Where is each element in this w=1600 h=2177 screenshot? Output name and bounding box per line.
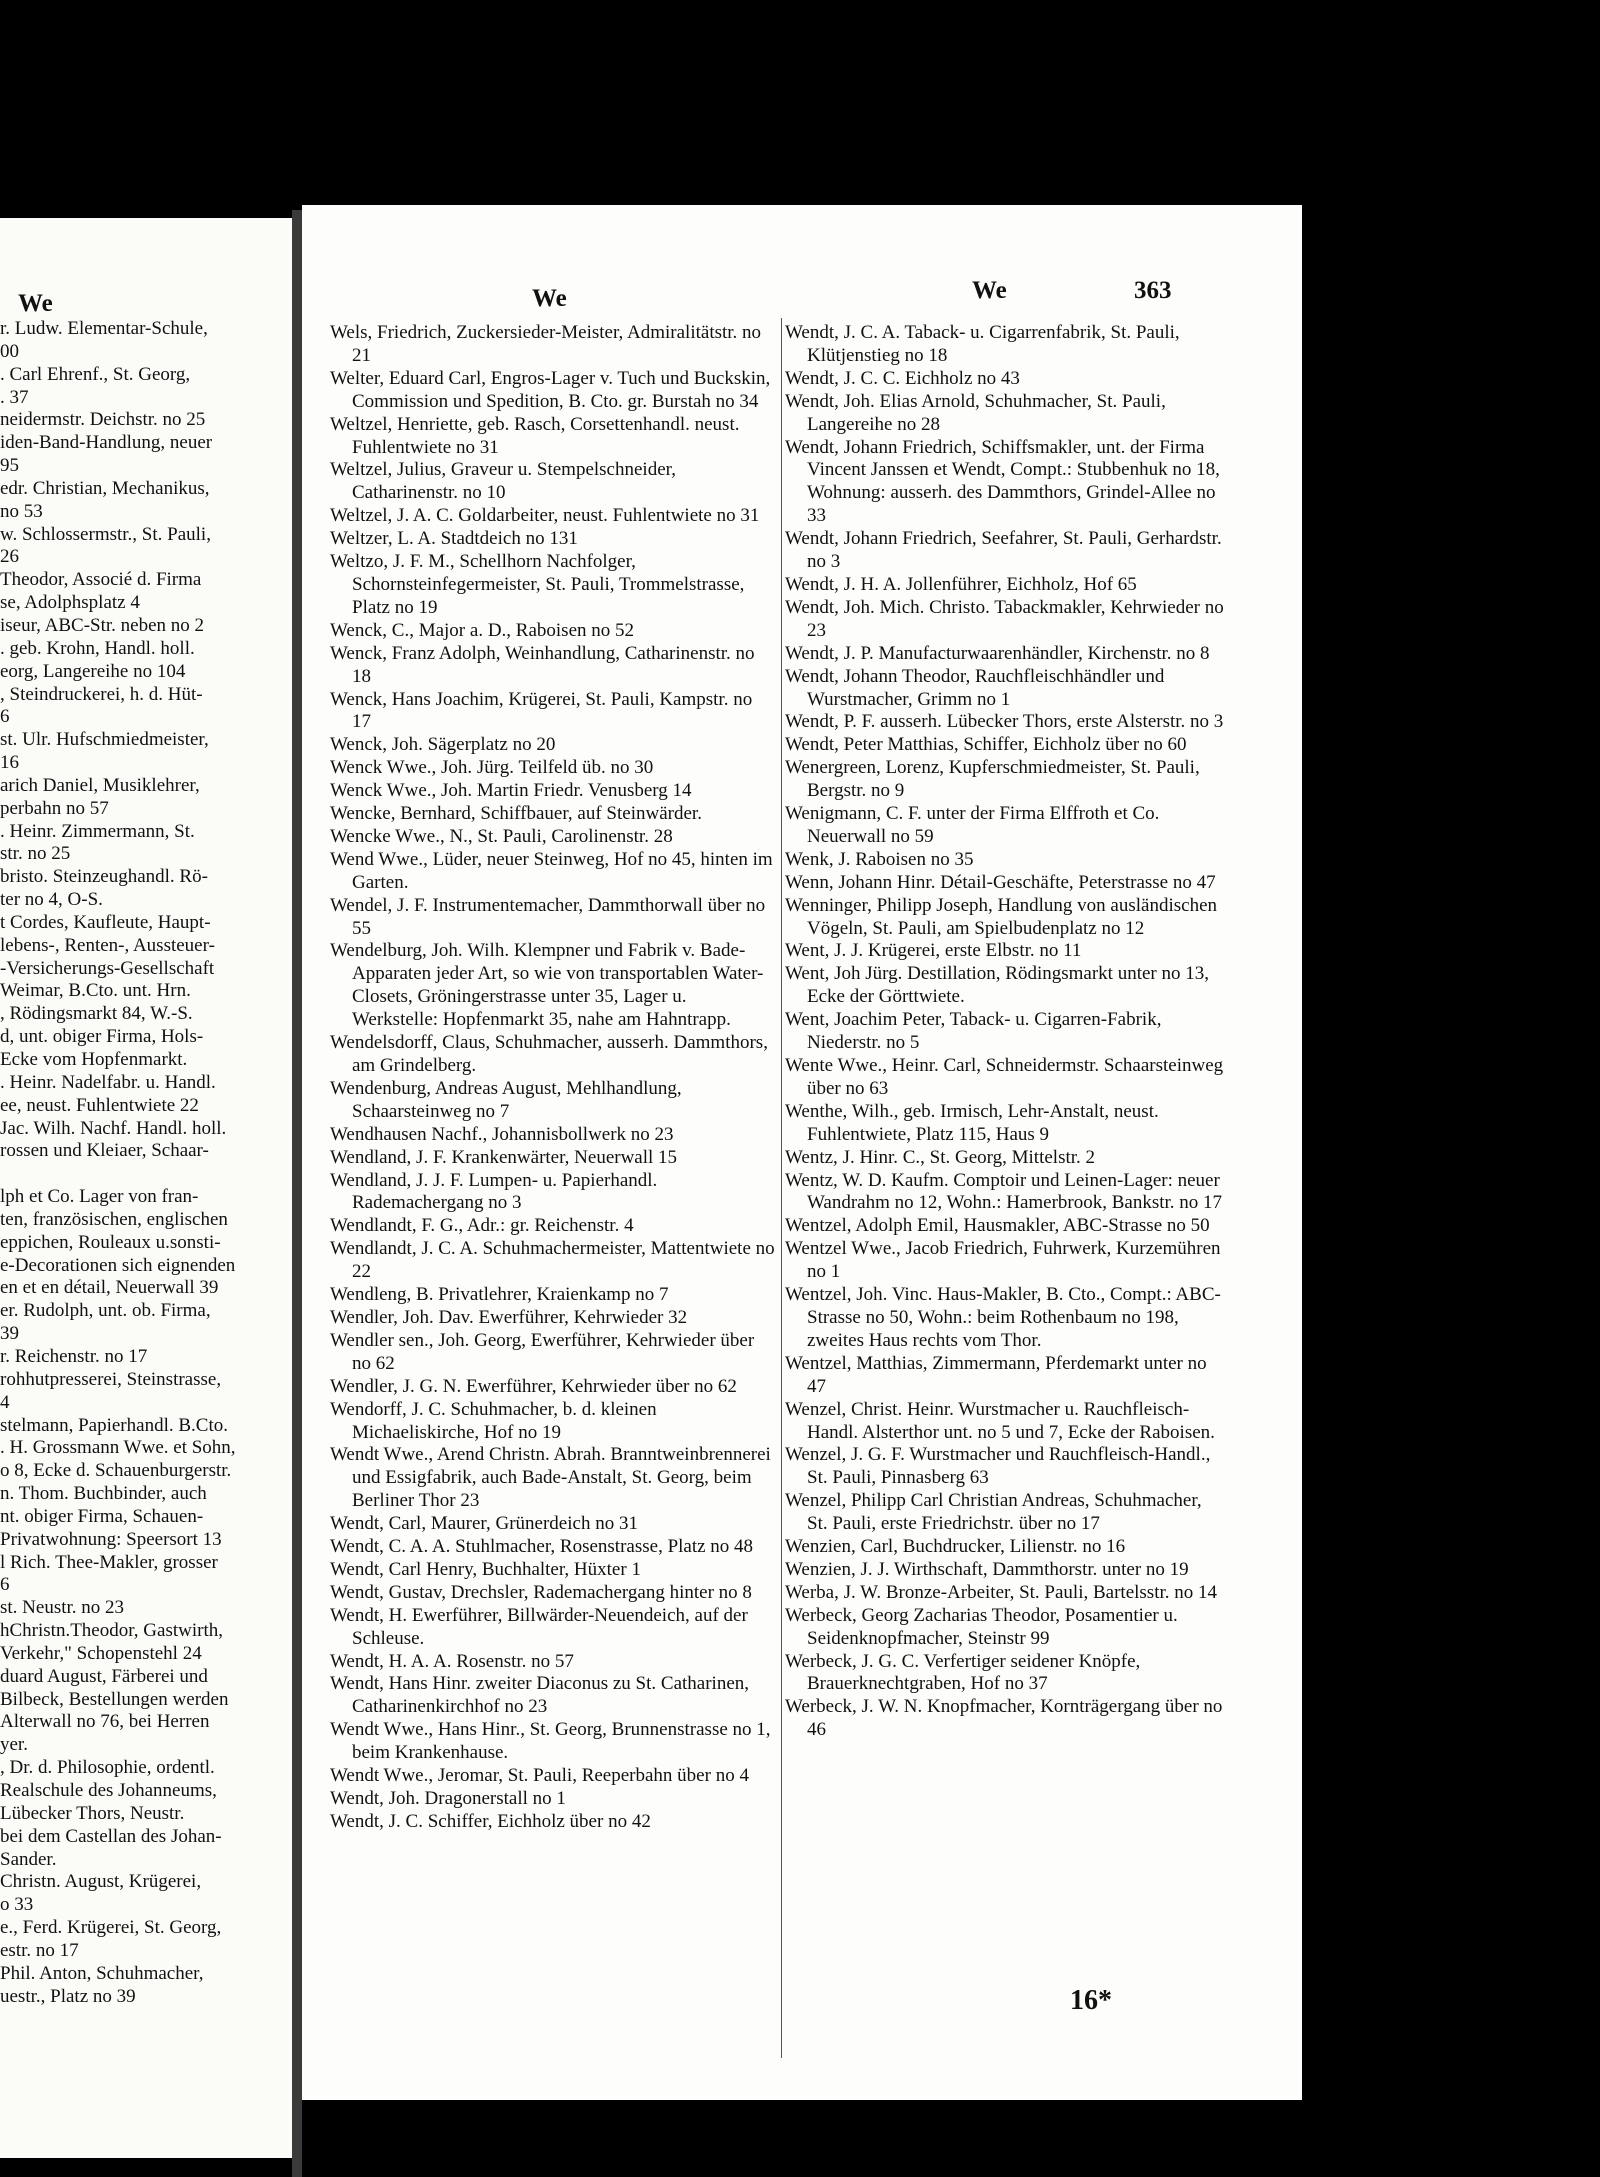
directory-entry: Wendel, J. F. Instrumentemacher, Dammthorwall über no 55: [330, 894, 766, 939]
directory-entry: Wencke Wwe., N., St. Pauli, Carolinenstr. 28: [330, 825, 673, 847]
left-page-line: iden-Band-Handlung, neuer: [0, 432, 213, 454]
left-page-line: . 37: [0, 386, 29, 408]
directory-entry: Wendenburg, Andreas August, Mehlhandlung, Schaarsteinweg no 7: [330, 1077, 682, 1122]
directory-entry: Went, Joachim Peter, Taback- u. Cigarren-Fabrik, Niederstr. no 5: [785, 1009, 1162, 1054]
directory-entry: Wendt, J. C. Schiffer, Eichholz über no 42: [330, 1810, 651, 1832]
directory-entry: Wendlandt, F. G., Adr.: gr. Reichenstr. 4: [330, 1215, 634, 1237]
left-page-line: Alterwall no 76, bei Herren: [0, 1711, 210, 1733]
left-page-line: . Carl Ehrenf., St. Georg,: [0, 363, 191, 385]
left-page-line: perbahn no 57: [0, 797, 109, 819]
directory-entry: Wendt, Hans Hinr. zweiter Diaconus zu St. Catharinen, Catharinenkirchhof no 23: [330, 1673, 750, 1718]
directory-entry: Wendt, J. H. A. Jollenführer, Eichholz, Hof 65: [785, 573, 1137, 595]
directory-entry: Wendt, Joh. Mich. Christo. Tabackmakler, Kehrwieder no 23: [785, 596, 1224, 641]
directory-entry: Wendt, J. P. Manufacturwaarenhändler, Kirchenstr. no 8: [785, 642, 1210, 664]
directory-entry: Wenck Wwe., Joh. Jürg. Teilfeld üb. no 30: [330, 757, 654, 779]
directory-entry: Wenk, J. Raboisen no 35: [785, 848, 974, 870]
left-page-line: 6: [0, 1574, 10, 1596]
left-page-line: eppichen, Rouleaux u.sonsti-: [0, 1231, 221, 1253]
left-page-line: Theodor, Associé d. Firma: [0, 569, 202, 591]
page-number: 363: [1134, 277, 1172, 304]
directory-entry: Wendler, J. G. N. Ewerführer, Kehrwieder über no 62: [330, 1375, 737, 1397]
directory-entry: Wentzel, Matthias, Zimmermann, Pferdemarkt unter no 47: [785, 1352, 1207, 1397]
directory-entry: Welter, Eduard Carl, Engros-Lager v. Tuch und Buckskin, Commission und Spedition, B. Cto. gr. Burstah no 34: [330, 367, 771, 412]
left-page-line: ten, französischen, englischen: [0, 1208, 228, 1230]
directory-entry: Wenck, Joh. Sägerplatz no 20: [330, 734, 556, 756]
directory-entry: Wendelburg, Joh. Wilh. Klempner und Fabrik v. Bade-Apparaten jeder Art, so wie von transportablen Water-Closets, Gröningerstrasse unter 35, Lager u. Werkstelle: Hopfenmarkt 35, nahe am Hahntrapp.: [330, 940, 764, 1031]
directory-entry: Wendt, Carl Henry, Buchhalter, Hüxter 1: [330, 1558, 641, 1580]
directory-entry: Wendt Wwe., Jeromar, St. Pauli, Reeperbahn über no 4: [330, 1765, 749, 1787]
left-page-line: 16: [0, 752, 19, 774]
directory-entry: Weltzel, J. A. C. Goldarbeiter, neust. Fuhlentwiete no 31: [330, 505, 760, 527]
directory-entry: Wente Wwe., Heinr. Carl, Schneidermstr. Schaarsteinweg über no 63: [785, 1055, 1224, 1099]
column-divider: [781, 318, 782, 2058]
directory-entry: Wendt, C. A. A. Stuhlmacher, Rosenstrasse, Platz no 48: [330, 1536, 754, 1558]
left-page-line: 95: [0, 455, 19, 477]
directory-entry: Wendelsdorff, Claus, Schuhmacher, ausserh. Dammthors, am Grindelberg.: [330, 1032, 768, 1076]
running-header-left: We: [532, 285, 567, 312]
left-page-line: Privatwohnung: Speersort 13: [0, 1528, 222, 1550]
left-page-line: o 8, Ecke d. Schauenburgerstr.: [0, 1460, 232, 1482]
left-page-line: estr. no 17: [0, 1939, 79, 1961]
directory-entry: Wenthe, Wilh., geb. Irmisch, Lehr-Anstalt, neust. Fuhlentwiete, Platz 115, Haus 9: [785, 1100, 1159, 1145]
directory-entry: Wend Wwe., Lüder, neuer Steinweg, Hof no 45, hinten im Garten.: [330, 848, 773, 893]
directory-entry: Wendt, H. Ewerführer, Billwärder-Neuendeich, auf der Schleuse.: [330, 1604, 748, 1649]
left-page-line: Christn. August, Krügerei,: [0, 1871, 202, 1893]
directory-entry: Wencke, Bernhard, Schiffbauer, auf Steinwärder.: [330, 803, 702, 825]
directory-entry: Wendt, Peter Matthias, Schiffer, Eichholz über no 60: [785, 734, 1187, 756]
left-page-line: o 33: [0, 1894, 34, 1916]
left-page-line: , Dr. d. Philosophie, ordentl.: [0, 1757, 215, 1779]
left-page-line: 6: [0, 706, 10, 728]
directory-entry: Wendt, Johann Friedrich, Seefahrer, St. Pauli, Gerhardstr. no 3: [785, 528, 1222, 573]
directory-entry: Went, J. J. Krügerei, erste Elbstr. no 11: [785, 940, 1082, 962]
left-page-line: , Rödingsmarkt 84, W.-S.: [0, 1003, 193, 1025]
directory-entry: Werbeck, J. W. N. Knopfmacher, Kornträgergang über no 46: [785, 1696, 1223, 1741]
directory-entry: Wendt, Joh. Dragonerstall no 1: [330, 1788, 566, 1809]
directory-entry: Wendt Wwe., Hans Hinr., St. Georg, Brunnenstrasse no 1, beim Krankenhause.: [330, 1719, 771, 1764]
directory-entry: Wentzel, Adolph Emil, Hausmakler, ABC-Strasse no 50: [785, 1215, 1210, 1237]
left-page-line: ter no 4, O-S.: [0, 889, 103, 911]
directory-entry: Wentzel, Joh. Vinc. Haus-Makler, B. Cto., Compt.: ABC-Strasse no 50, Wohn.: beim Rothenbaum no 198, zweites Haus rechts vom Thor.: [785, 1284, 1221, 1351]
left-page-line: Sander.: [0, 1848, 57, 1870]
left-page-line: n. Thom. Buchbinder, auch: [0, 1483, 207, 1505]
left-page-line: er. Rudolph, unt. ob. Firma,: [0, 1300, 211, 1322]
directory-entry: Wendorff, J. C. Schuhmacher, b. d. kleinen Michaeliskirche, Hof no 19: [330, 1398, 657, 1443]
left-page-line: Weimar, B.Cto. unt. Hrn.: [0, 980, 191, 1002]
directory-entry: Wenninger, Philipp Joseph, Handlung von ausländischen Vögeln, St. Pauli, am Spielbudenplatz no 12: [785, 894, 1218, 939]
left-page-line: . Heinr. Zimmermann, St.: [0, 820, 195, 842]
left-page-line: d, unt. obiger Firma, Hols-: [0, 1026, 204, 1048]
directory-entry: Weltzer, L. A. Stadtdeich no 131: [330, 528, 578, 550]
directory-entry: Wels, Friedrich, Zuckersieder-Meister, Admiralitätstr. no 21: [330, 322, 762, 366]
directory-entry: Weltzel, Henriette, geb. Rasch, Corsettenhandl. neust. Fuhlentwiete no 31: [330, 413, 740, 458]
signature-mark: 16*: [1070, 1985, 1112, 2016]
book-gutter: [292, 210, 302, 2177]
directory-entry: Went, Joh Jürg. Destillation, Rödingsmarkt unter no 13, Ecke der Görttwiete.: [785, 963, 1210, 1008]
directory-entry: Wentz, J. Hinr. C., St. Georg, Mittelstr. 2: [785, 1146, 1096, 1168]
directory-entry: Wendt, J. C. A. Taback- u. Cigarrenfabrik, St. Pauli, Klütjenstieg no 18: [785, 322, 1180, 366]
directory-entry: Wendt, J. C. C. Eichholz no 43: [785, 367, 1020, 389]
directory-entry: Wenzien, Carl, Buchdrucker, Lilienstr. no 16: [785, 1536, 1126, 1558]
directory-entry: Wendt, Carl, Maurer, Grünerdeich no 31: [330, 1513, 638, 1535]
directory-entry: Wenn, Johann Hinr. Détail-Geschäfte, Peterstrasse no 47: [785, 871, 1216, 893]
left-page-line: Ecke vom Hopfenmarkt.: [0, 1049, 188, 1070]
left-page-line: w. Schlossermstr., St. Pauli,: [0, 523, 211, 545]
directory-entry: Wentz, W. D. Kaufm. Comptoir und Leinen-Lager: neuer Wandrahm no 12, Wohn.: Hamerbrook, Bankstr. no 17: [785, 1169, 1223, 1214]
left-running-header: We: [18, 290, 53, 317]
entries-column-2: [785, 322, 1225, 1742]
left-page-line: l Rich. Thee-Makler, grosser: [0, 1551, 218, 1573]
directory-entry: Wenzien, J. J. Wirthschaft, Dammthorstr. unter no 19: [785, 1558, 1189, 1580]
directory-entry: Wendhausen Nachf., Johannisbollwerk no 23: [330, 1123, 674, 1145]
directory-entry: Wenck, C., Major a. D., Raboisen no 52: [330, 619, 634, 641]
left-page-line: uestr., Platz no 39: [0, 1985, 136, 2007]
left-page-line: e-Decorationen sich eignenden: [0, 1254, 236, 1276]
directory-entry: Wenzel, Philipp Carl Christian Andreas, Schuhmacher, St. Pauli, erste Friedrichstr. über no 17: [785, 1490, 1202, 1535]
left-page-line: Jac. Wilh. Nachf. Handl. holl.: [0, 1117, 227, 1139]
directory-entry: Wendler, Joh. Dav. Ewerführer, Kehrwieder 32: [330, 1306, 688, 1328]
left-page-line: str. no 25: [0, 843, 71, 865]
left-page-line: no 53: [0, 500, 43, 522]
left-page-line: en et en détail, Neuerwall 39: [0, 1277, 219, 1299]
left-page-line: -Versicherungs-Gesellschaft: [0, 957, 215, 979]
left-page-line: duard August, Färberei und: [0, 1665, 208, 1687]
directory-entry: Werbeck, J. G. C. Verfertiger seidener Knöpfe, Brauerknechtgraben, Hof no 37: [785, 1650, 1141, 1695]
left-page-line: Bilbeck, Bestellungen werden: [0, 1688, 229, 1710]
left-page-line: , Steindruckerei, h. d. Hüt-: [0, 683, 203, 705]
left-page-line: 4: [0, 1391, 10, 1413]
left-page-line: . Heinr. Nadelfabr. u. Handl.: [0, 1071, 216, 1093]
left-page-line: eorg, Langereihe no 104: [0, 660, 186, 682]
left-page-line: t Cordes, Kaufleute, Haupt-: [0, 911, 211, 933]
directory-entry: Wenck, Hans Joachim, Krügerei, St. Pauli, Kampstr. no 17: [330, 688, 753, 733]
directory-entry: Wendleng, B. Privatlehrer, Kraienkamp no 7: [330, 1284, 669, 1306]
directory-entry: Wenzel, Christ. Heinr. Wurstmacher u. Rauchfleisch-Handl. Alsterthor unt. no 5 und 7, Ecke der Raboisen.: [785, 1398, 1215, 1443]
directory-entry: Weltzo, J. F. M., Schellhorn Nachfolger, Schornsteinfegermeister, St. Pauli, Trommelstrasse, Platz no 19: [330, 551, 745, 618]
left-page-line: 39: [0, 1323, 19, 1345]
directory-entry: Wendt, Joh. Elias Arnold, Schuhmacher, St. Pauli, Langereihe no 28: [785, 390, 1166, 435]
left-page-line: arich Daniel, Musiklehrer,: [0, 774, 200, 796]
left-page-line: se, Adolphsplatz 4: [0, 592, 140, 614]
left-page-line: e., Ferd. Krügerei, St. Georg,: [0, 1917, 222, 1939]
left-page-line: rossen und Kleiaer, Schaar-: [0, 1140, 209, 1162]
left-page-line: stelmann, Papierhandl. B.Cto.: [0, 1414, 228, 1436]
left-page-line: ee, neust. Fuhlentwiete 22: [0, 1094, 199, 1116]
left-page-line: nt. obiger Firma, Schauen-: [0, 1505, 204, 1527]
directory-entry: Wendt, Gustav, Drechsler, Rademachergang hinter no 8: [330, 1581, 752, 1603]
left-page-line: [0, 1163, 290, 1186]
directory-entry: Wendt Wwe., Arend Christn. Abrah. Branntweinbrennerei und Essigfabrik, auch Bade-Anstalt, St. Georg, beim Berliner Thor 23: [330, 1444, 771, 1512]
left-page-line: bristo. Steinzeughandl. Rö-: [0, 866, 208, 888]
directory-entry: Wenck, Franz Adolph, Weinhandlung, Catharinenstr. no 18: [330, 642, 755, 687]
left-page-line: edr. Christian, Mechanikus,: [0, 477, 210, 499]
directory-entry: Werba, J. W. Bronze-Arbeiter, St. Pauli, Bartelsstr. no 14: [785, 1581, 1217, 1603]
left-page-line: 00: [0, 340, 19, 362]
directory-entry: Wendt, Johann Friedrich, Schiffsmakler, unt. der Firma Vincent Janssen et Wendt, Compt.: Stubbenhuk no 18, Wohnung: ausserh. des Dammthors, Grindel-Allee no 33: [785, 436, 1220, 527]
directory-entry: Wendland, J. F. Krankenwärter, Neuerwall 15: [330, 1146, 678, 1168]
directory-entry: Wendlandt, J. C. A. Schuhmachermeister, Mattentwiete no 22: [330, 1238, 775, 1283]
left-page-line: r. Ludw. Elementar-Schule,: [0, 318, 208, 339]
entries-column-1: [330, 322, 775, 1834]
directory-entry: Wendland, J. J. F. Lumpen- u. Papierhandl. Rademachergang no 3: [330, 1169, 658, 1214]
left-page-line: Realschule des Johanneums,: [0, 1780, 217, 1801]
left-page-line: yer.: [0, 1734, 28, 1756]
directory-entry: Wenck Wwe., Joh. Martin Friedr. Venusberg 14: [330, 780, 692, 802]
left-page-line: neidermstr. Deichstr. no 25: [0, 409, 206, 431]
left-page-line: . geb. Krohn, Handl. holl.: [0, 637, 195, 659]
left-page-line: Phil. Anton, Schuhmacher,: [0, 1962, 204, 1984]
left-page-line: lph et Co. Lager von fran-: [0, 1186, 199, 1208]
directory-entry: Wenigmann, C. F. unter der Firma Elffroth et Co. Neuerwall no 59: [785, 803, 1160, 847]
left-page-line: Verkehr," Schopenstehl 24: [0, 1642, 202, 1664]
left-page-line: Lübecker Thors, Neustr.: [0, 1802, 185, 1824]
directory-entry: Wendt, P. F. ausserh. Lübecker Thors, erste Alsterstr. no 3: [785, 711, 1224, 733]
directory-entry: Wenergreen, Lorenz, Kupferschmiedmeister, St. Pauli, Bergstr. no 9: [785, 757, 1200, 802]
directory-entry: Weltzel, Julius, Graveur u. Stempelschneider, Catharinenstr. no 10: [330, 459, 676, 504]
left-page-column: [0, 318, 290, 2008]
left-page-line: . H. Grossmann Wwe. et Sohn,: [0, 1437, 236, 1459]
left-page-line: 26: [0, 546, 19, 568]
directory-entry: Wentzel Wwe., Jacob Friedrich, Fuhrwerk, Kurzemühren no 1: [785, 1238, 1221, 1283]
left-page-line: lebens-, Renten-, Aussteuer-: [0, 934, 215, 956]
left-page-line: r. Reichenstr. no 17: [0, 1345, 148, 1367]
directory-entry: Wendt, H. A. A. Rosenstr. no 57: [330, 1650, 574, 1672]
left-page-line: st. Neustr. no 23: [0, 1597, 125, 1619]
left-page-line: bei dem Castellan des Johan-: [0, 1825, 222, 1847]
left-page-line: iseur, ABC-Str. neben no 2: [0, 614, 205, 636]
left-page-line: rohhutpresserei, Steinstrasse,: [0, 1368, 222, 1390]
directory-entry: Werbeck, Georg Zacharias Theodor, Posamentier u. Seidenknopfmacher, Steinstr 99: [785, 1604, 1178, 1649]
left-page-line: st. Ulr. Hufschmiedmeister,: [0, 729, 209, 751]
running-header-right: We: [972, 277, 1007, 304]
directory-entry: Wenzel, J. G. F. Wurstmacher und Rauchfleisch-Handl., St. Pauli, Pinnasberg 63: [785, 1444, 1211, 1489]
left-page-line: hChristn.Theodor, Gastwirth,: [0, 1620, 223, 1642]
directory-entry: Wendt, Johann Theodor, Rauchfleischhändler und Wurstmacher, Grimm no 1: [785, 665, 1165, 710]
directory-entry: Wendler sen., Joh. Georg, Ewerführer, Kehrwieder über no 62: [330, 1329, 755, 1374]
